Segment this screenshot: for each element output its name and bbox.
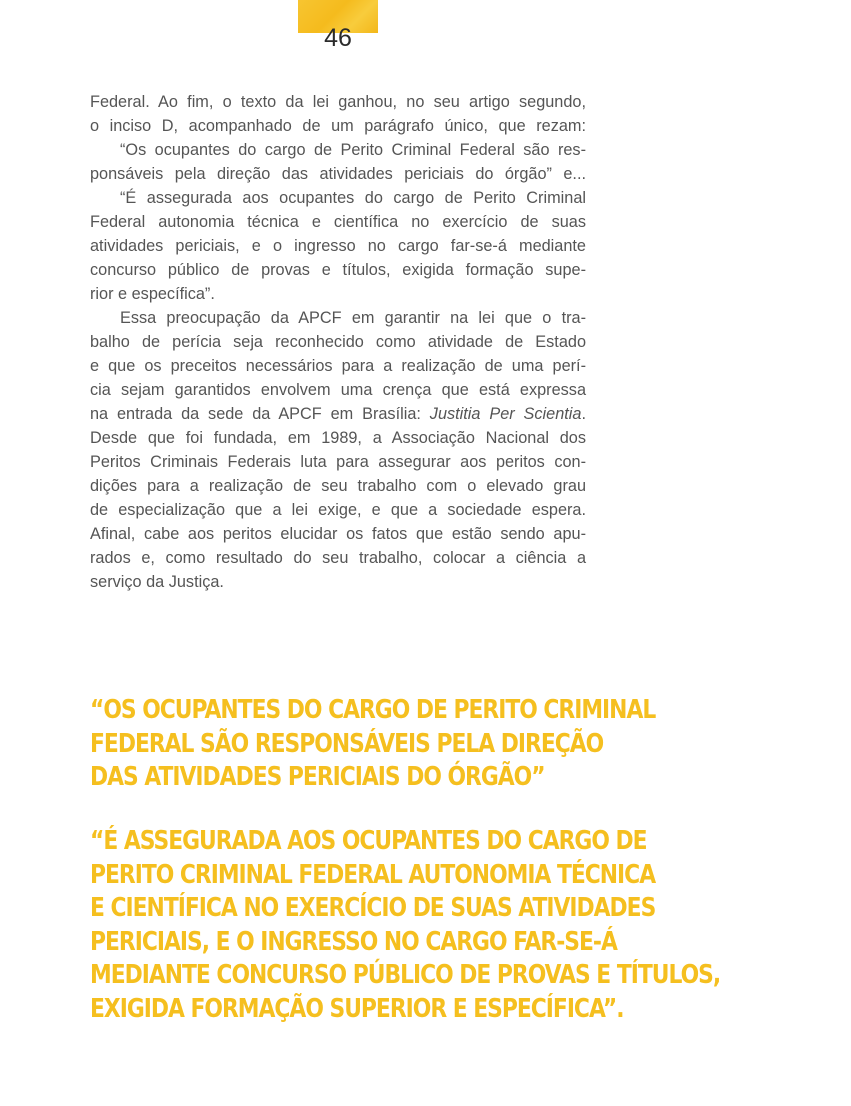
body-line: Essa preocupação da APCF em garantir na lei que o tra- [120,309,586,327]
body-line: Afinal, cabe aos peritos elucidar os fatos que estão sendo apu- [90,525,586,543]
body-line: ponsáveis pela direção das atividades periciais do órgão” e... [90,165,586,183]
body-line: balho de perícia seja reconhecido como atividade de Estado [90,333,586,351]
body-line-suffix: . [581,405,587,423]
pull-quote-line: DAS ATIVIDADES PERICIAIS DO ÓRGÃO” [90,762,545,792]
body-line: atividades periciais, e o ingresso no cargo far-se-á mediante [90,237,586,255]
body-line: dições para a realização de seu trabalho com o elevado grau [90,477,586,495]
body-line: rados e, como resultado do seu trabalho, colocar a ciência a [90,549,586,567]
body-line: Peritos Criminais Federais luta para assegurar aos peritos con- [90,453,586,471]
body-line: o inciso D, acompanhado de um parágrafo único, que rezam: [90,117,586,135]
pull-quote-line: FEDERAL SÃO RESPONSÁVEIS PELA DIREÇÃO [90,728,604,759]
body-line: “Os ocupantes do cargo de Perito Criminal Federal são res- [120,141,586,159]
pull-quote-line: “É ASSEGURADA AOS OCUPANTES DO CARGO DE [90,826,647,856]
pull-quote-1 [90,694,655,795]
body-line-prefix: na entrada da sede da APCF em Brasília: [90,405,430,423]
body-line: Federal autonomia técnica e científica no exercício de suas [90,213,586,231]
body-line: Federal. Ao fim, o texto da lei ganhou, no seu artigo segundo, [90,93,586,111]
pull-quote-2 [90,825,720,1026]
pull-quote-line: “OS OCUPANTES DO CARGO DE PERITO CRIMINAL [90,695,656,725]
body-line: de especialização que a lei exige, e que a sociedade espera. [90,501,586,519]
body-line: cia sejam garantidos envolvem uma crença que está expressa [90,381,586,399]
page-number: 46 [324,24,352,52]
body-text [90,90,586,594]
latin-motto: Justitia Per Scientia [429,405,582,423]
body-line: concurso público de provas e títulos, exigida formação supe- [90,261,586,279]
pull-quote-line: MEDIANTE CONCURSO PÚBLICO DE PROVAS E TÍTULOS, [90,960,721,990]
body-line: “É assegurada aos ocupantes do cargo de Perito Criminal [120,189,586,207]
body-line: serviço da Justiça. [90,573,224,591]
pull-quote-line: E CIENTÍFICA NO EXERCÍCIO DE SUAS ATIVIDADES [90,893,656,923]
pull-quote-line: EXIGIDA FORMAÇÃO SUPERIOR E ESPECÍFICA”. [90,993,624,1024]
pull-quote-line: PERITO CRIMINAL FEDERAL AUTONOMIA TÉCNICA [90,859,656,890]
body-line: e que os preceitos necessários para a realização de uma perí- [90,357,586,375]
body-line: Desde que foi fundada, em 1989, a Associação Nacional dos [90,429,586,447]
body-line: rior e específica”. [90,285,215,303]
pull-quote-line: PERICIAIS, E O INGRESSO NO CARGO FAR-SE-Á [90,926,617,957]
body-line-with-motto [90,402,586,426]
